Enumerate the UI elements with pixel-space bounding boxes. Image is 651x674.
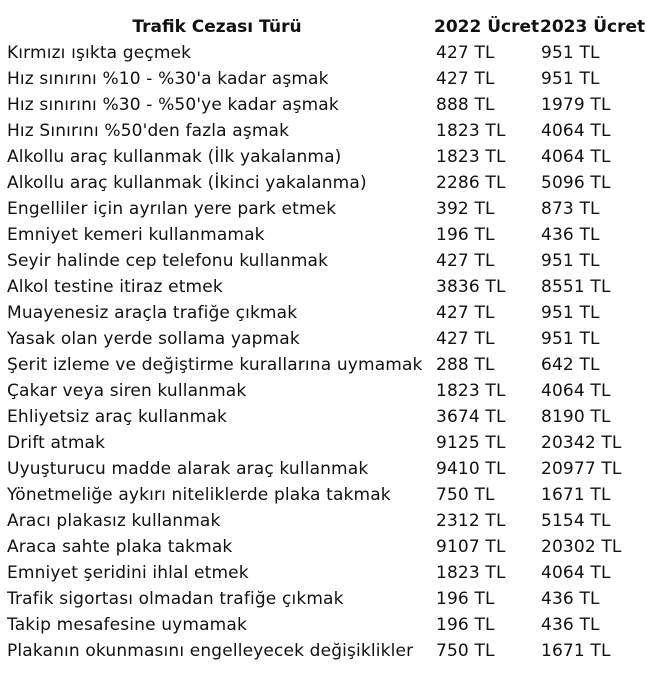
fee-2023-cell: 873 TL (541, 199, 600, 219)
fee-2022-cell: 427 TL (436, 251, 495, 271)
fine-type-cell: Aracı plakasız kullanmak (7, 511, 221, 531)
fee-2022-cell: 196 TL (436, 225, 495, 245)
table-row (0, 508, 651, 534)
fine-type-cell: Hız sınırını %30 - %50'ye kadar aşmak (7, 95, 339, 115)
table-row (0, 300, 651, 326)
fee-2022-cell: 2312 TL (436, 511, 506, 531)
fee-2022-cell: 1823 TL (436, 381, 506, 401)
table-row (0, 482, 651, 508)
header-fee-2023: 2023 Ücret (540, 17, 646, 37)
fee-2022-cell: 196 TL (436, 589, 495, 609)
table-row (0, 352, 651, 378)
fee-2022-cell: 3836 TL (436, 277, 506, 297)
table-row (0, 612, 651, 638)
fee-2023-cell: 20977 TL (541, 459, 622, 479)
fee-2023-cell: 436 TL (541, 589, 600, 609)
fee-2023-cell: 951 TL (541, 43, 600, 63)
table-row (0, 430, 651, 456)
fee-2022-cell: 288 TL (436, 355, 495, 375)
fee-2022-cell: 196 TL (436, 615, 495, 635)
table-row (0, 196, 651, 222)
fee-2023-cell: 4064 TL (541, 121, 611, 141)
table-row (0, 118, 651, 144)
fine-type-cell: Emniyet kemeri kullanmamak (7, 225, 265, 245)
table-row (0, 40, 651, 66)
fine-type-cell: Yönetmeliğe aykırı niteliklerde plaka takmak (7, 485, 391, 505)
fee-2023-cell: 4064 TL (541, 381, 611, 401)
table-row (0, 404, 651, 430)
fine-type-cell: Yasak olan yerde sollama yapmak (7, 329, 300, 349)
fee-2023-cell: 951 TL (541, 303, 600, 323)
table-header-row (0, 14, 651, 40)
fee-2023-cell: 951 TL (541, 69, 600, 89)
fee-2023-cell: 642 TL (541, 355, 600, 375)
fee-2023-cell: 20302 TL (541, 537, 622, 557)
fee-2023-cell: 5096 TL (541, 173, 611, 193)
fine-type-cell: Takip mesafesine uymamak (7, 615, 247, 635)
table-row (0, 378, 651, 404)
table-body (0, 40, 651, 664)
fine-type-cell: Engelliler için ayrılan yere park etmek (7, 199, 337, 219)
fee-2022-cell: 9410 TL (436, 459, 506, 479)
fine-type-cell: Alkol testine itiraz etmek (7, 277, 223, 297)
fine-type-cell: Alkollu araç kullanmak (İkinci yakalanma) (7, 173, 367, 193)
fee-2023-cell: 1979 TL (541, 95, 611, 115)
fine-type-cell: Muayenesiz araçla trafiğe çıkmak (7, 303, 298, 323)
table-row (0, 222, 651, 248)
fine-type-cell: Emniyet şeridini ihlal etmek (7, 563, 249, 583)
fee-2022-cell: 888 TL (436, 95, 495, 115)
fee-2023-cell: 5154 TL (541, 511, 611, 531)
fee-2022-cell: 427 TL (436, 329, 495, 349)
fine-type-cell: Çakar veya siren kullanmak (7, 381, 247, 401)
fine-type-cell: Seyir halinde cep telefonu kullanmak (7, 251, 329, 271)
fee-2022-cell: 2286 TL (436, 173, 506, 193)
traffic-fine-table (0, 14, 651, 664)
fine-type-cell: Drift atmak (7, 433, 106, 453)
table-row (0, 274, 651, 300)
fee-2022-cell: 3674 TL (436, 407, 506, 427)
fee-2023-cell: 8190 TL (541, 407, 611, 427)
fee-2022-cell: 392 TL (436, 199, 495, 219)
fee-2022-cell: 9125 TL (436, 433, 506, 453)
header-fine-type: Trafik Cezası Türü (132, 17, 302, 37)
fee-2023-cell: 436 TL (541, 615, 600, 635)
fee-2022-cell: 427 TL (436, 43, 495, 63)
fee-2023-cell: 951 TL (541, 329, 600, 349)
table-row (0, 326, 651, 352)
fee-2023-cell: 951 TL (541, 251, 600, 271)
fine-type-cell: Kırmızı ışıkta geçmek (7, 43, 192, 63)
table-row (0, 586, 651, 612)
fee-2023-cell: 4064 TL (541, 563, 611, 583)
fee-2023-cell: 8551 TL (541, 277, 611, 297)
fee-2022-cell: 1823 TL (436, 121, 506, 141)
fee-2022-cell: 750 TL (436, 641, 495, 661)
fine-type-cell: Alkollu araç kullanmak (İlk yakalanma) (7, 147, 342, 167)
fine-type-cell: Uyuşturucu madde alarak araç kullanmak (7, 459, 369, 479)
table-row (0, 66, 651, 92)
fee-2022-cell: 427 TL (436, 69, 495, 89)
fee-2022-cell: 750 TL (436, 485, 495, 505)
table-row (0, 144, 651, 170)
table-row (0, 560, 651, 586)
fee-2022-cell: 1823 TL (436, 563, 506, 583)
table-row (0, 170, 651, 196)
table-row (0, 638, 651, 664)
fee-2022-cell: 1823 TL (436, 147, 506, 167)
fine-type-cell: Hız Sınırını %50'den fazla aşmak (7, 121, 290, 141)
table-row (0, 534, 651, 560)
fee-2023-cell: 20342 TL (541, 433, 622, 453)
table-row (0, 248, 651, 274)
fee-2023-cell: 4064 TL (541, 147, 611, 167)
fee-2022-cell: 427 TL (436, 303, 495, 323)
header-fee-2022: 2022 Ücret (434, 17, 540, 37)
table-row (0, 456, 651, 482)
fine-type-cell: Trafik sigortası olmadan trafiğe çıkmak (7, 589, 344, 609)
table-row (0, 92, 651, 118)
fee-2023-cell: 1671 TL (541, 485, 611, 505)
fine-type-cell: Plakanın okunmasını engelleyecek değişiklikler (7, 641, 414, 661)
fine-type-cell: Ehliyetsiz araç kullanmak (7, 407, 227, 427)
fine-type-cell: Şerit izleme ve değiştirme kurallarına uymamak (7, 355, 423, 375)
fee-2022-cell: 9107 TL (436, 537, 506, 557)
fee-2023-cell: 436 TL (541, 225, 600, 245)
fee-2023-cell: 1671 TL (541, 641, 611, 661)
fine-type-cell: Araca sahte plaka takmak (7, 537, 233, 557)
fine-type-cell: Hız sınırını %10 - %30'a kadar aşmak (7, 69, 329, 89)
